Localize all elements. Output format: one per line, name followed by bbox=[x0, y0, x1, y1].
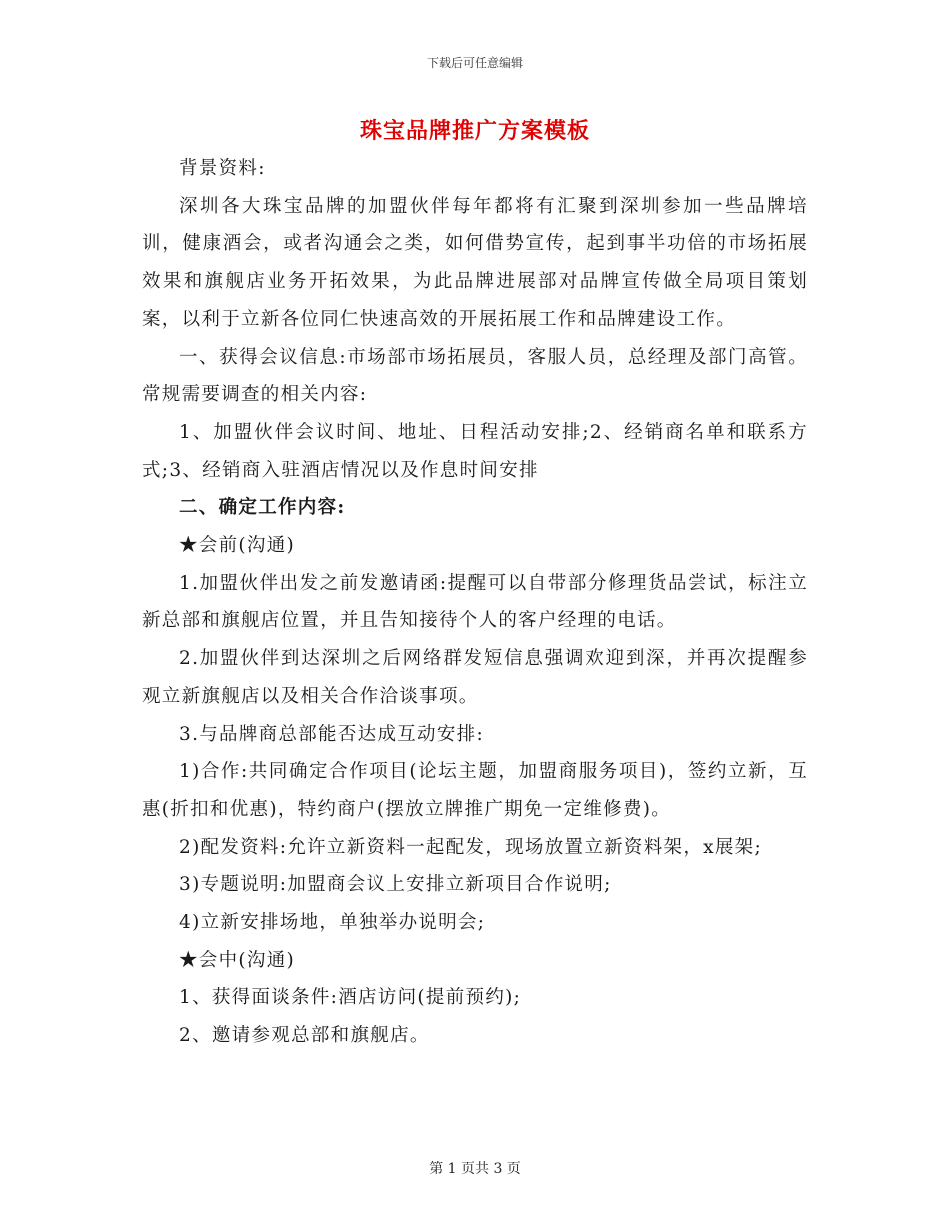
paragraph-background-heading: 背景资料: bbox=[179, 158, 266, 179]
header-note: 下载后可任意编辑 bbox=[426, 56, 523, 70]
paragraph-during-1: 1、获得面谈条件:酒店访问(提前预约); bbox=[179, 987, 522, 1009]
document-body bbox=[142, 150, 808, 1055]
paragraph-during-meeting: ★会中(沟通) bbox=[179, 949, 296, 971]
paragraph-item-2: 2.加盟伙伴到达深圳之后网络群发短信息强调欢迎到深，并再次提醒参观立新旗舰店以及相关合作洽谈事项。 bbox=[142, 648, 808, 707]
paragraph-survey-items: 1、加盟伙伴会议时间、地址、日程活动安排;2、经销商名单和联系方式;3、经销商入驻酒店情况以及作息时间安排 bbox=[142, 421, 808, 481]
page-footer: 第 1 页共 3 页 bbox=[429, 1161, 521, 1177]
paragraph-sub-3: 3)专题说明:加盟商会议上安排立新项目合作说明; bbox=[179, 874, 612, 896]
paragraph-before-meeting: ★会前(沟通) bbox=[179, 535, 296, 557]
paragraph-sub-1: 1)合作:共同确定合作项目(论坛主题，加盟商服务项目)，签约立新，互惠(折扣和优惠)，特约商户(摆放立牌推广期免一定维修费)。 bbox=[142, 761, 808, 820]
paragraph-section-two-heading: 二、确定工作内容: bbox=[179, 497, 346, 519]
paragraph-sub-2: 2)配发资料:允许立新资料一起配发，现场放置立新资料架，x展架; bbox=[179, 836, 762, 858]
document-title: 珠宝品牌推广方案模板 bbox=[359, 118, 590, 144]
paragraph-sub-4: 4)立新安排场地，单独举办说明会; bbox=[179, 912, 486, 934]
paragraph-item-1: 1.加盟伙伴出发之前发邀请函:提醒可以自带部分修理货品尝试，标注立新总部和旗舰店位置，并且告知接待个人的客户经理的电话。 bbox=[142, 572, 808, 632]
paragraph-during-2: 2、邀请参观总部和旗舰店。 bbox=[179, 1025, 430, 1047]
paragraph-item-3: 3.与品牌商总部能否达成互动安排: bbox=[179, 723, 484, 745]
paragraph-background: 深圳各大珠宝品牌的加盟伙伴每年都将有汇聚到深圳参加一些品牌培训，健康酒会，或者沟通会之类，如何借势宣传，起到事半功倍的市场拓展效果和旗舰店业务开拓效果，为此品牌进展部对品牌宣传做全局项目策划案，以利于立新各位同仁快速高效的开展拓展工作和品牌建设工作。 bbox=[142, 195, 808, 330]
paragraph-section-one: 一、获得会议信息:市场部市场拓展员，客服人员，总经理及部门高管。常规需要调查的相关内容: bbox=[142, 346, 808, 406]
